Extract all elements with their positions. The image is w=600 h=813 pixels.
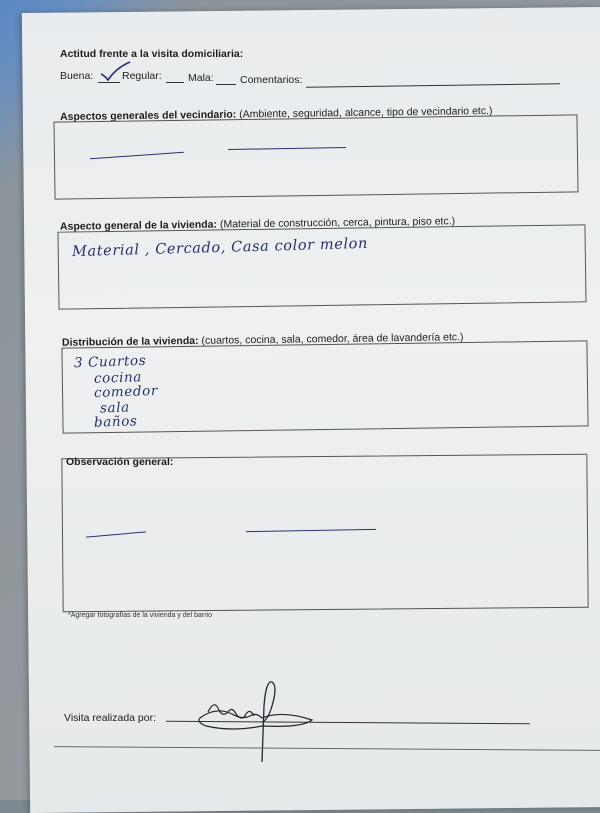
footnote: *Agregar fotografías de la vivienda y del barrio (68, 612, 212, 619)
attitude-comments-label: Comentarios: (240, 74, 303, 86)
observation-box[interactable] (61, 454, 588, 613)
neighborhood-box[interactable] (53, 114, 578, 199)
attitude-regular-line[interactable] (166, 82, 184, 83)
observation-heading: Observación general: (66, 456, 174, 468)
distribution-answer-2: cocina (93, 369, 143, 387)
distribution-answer-5: baños (93, 413, 138, 431)
visit-label: Visita realizada por: (64, 712, 157, 724)
attitude-good-label: Buena: (60, 70, 94, 82)
attitude-heading: Actitud frente a la visita domiciliaria: (60, 48, 244, 60)
attitude-bad-line[interactable] (216, 84, 236, 85)
distribution-hint: (cuartos, cocina, sala, comedor, área de lavandería etc.) (201, 331, 464, 347)
neighborhood-heading: Aspectos generales del vecindario: (59, 108, 237, 124)
signature-image (192, 676, 322, 764)
distribution-answer-1: 3 Cuartos (73, 352, 147, 372)
distribution-answer-4: sala (99, 399, 131, 417)
house-aspect-hint: (Material de construcción, cerca, pintura, piso etc.) (219, 215, 456, 231)
attitude-bad-label: Mala: (188, 72, 214, 84)
house-aspect-heading: Aspecto general de la vivienda: (59, 218, 218, 233)
attitude-regular-label: Regular: (122, 70, 162, 82)
distribution-answer-3: comedor (93, 382, 159, 402)
distribution-heading: Distribución de la vivienda: (61, 334, 199, 349)
attitude-good-line[interactable] (98, 82, 120, 83)
neighborhood-hint: (Ambiente, seguridad, alcance, tipo de vecindario etc.) (239, 104, 493, 121)
house-aspect-answer: Material , Cercado, Casa color melon (71, 235, 369, 261)
